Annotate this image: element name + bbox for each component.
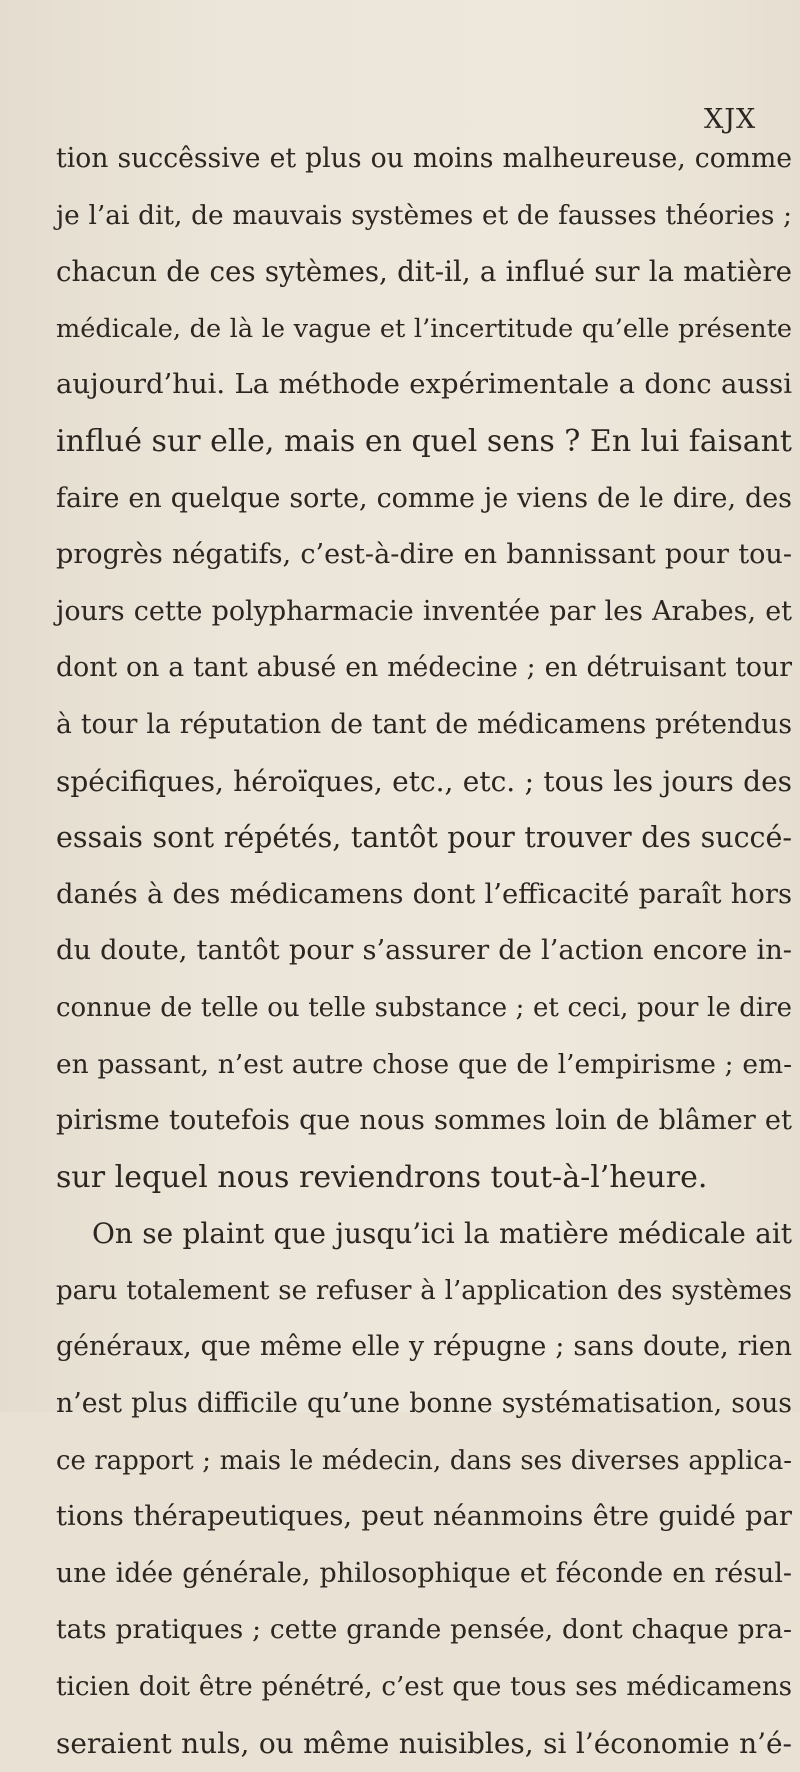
page-bottom-margin (0, 1312, 800, 1412)
text-line: ticien doit être pénétré, c’est que tous ses médicamens (56, 1672, 792, 1703)
text-line: pirisme toutefois que nous sommes loin de blâmer et (56, 1105, 792, 1137)
text-line: n’est plus difficile qu’une bonne systématisation, sous (56, 1388, 792, 1420)
paragraph-1 (56, 131, 792, 1206)
text-line: tats pratiques ; cette grande pensée, dont chaque pra- (56, 1614, 792, 1646)
text-line: danés à des médicamens dont l’efficacité paraît hors (56, 878, 792, 910)
text-line: connue de telle ou telle substance ; et ceci, pour le dire (56, 992, 792, 1023)
text-line: seraient nuls, ou même nuisibles, si l’économie n’é- (56, 1726, 792, 1760)
paragraph-2 (56, 1206, 792, 1772)
text-line: influé sur elle, mais en quel sens ? En lui faisant (56, 423, 792, 459)
body-text (56, 131, 792, 1772)
text-line: paru totalement se refuser à l’application des systèmes (56, 1275, 792, 1306)
text-line: ce rapport ; mais le médecin, dans ses diverses applica- (56, 1445, 792, 1476)
text-line: progrès négatifs, c’est-à-dire en bannissant pour tou- (56, 539, 792, 571)
text-line: une idée générale, philosophique et féconde en résul- (56, 1557, 792, 1589)
text-line: généraux, que même elle y répugne ; sans doute, rien (56, 1331, 792, 1363)
text-line: essais sont répétés, tantôt pour trouver des succé- (56, 821, 792, 855)
text-line: faire en quelque sorte, comme je viens de le dire, des (56, 482, 792, 514)
text-line: tion succêssive et plus ou moins malheureuse, comme (56, 143, 792, 174)
text-line: aujourd’hui. La méthode expérimentale a donc aussi (56, 369, 792, 401)
text-line: sur lequel nous reviendrons tout-à-l’heure. (56, 1159, 708, 1195)
text-line: je l’ai dit, de mauvais systèmes et de fausses théories ; (56, 200, 792, 231)
text-line: tions thérapeutiques, peut néanmoins être guidé par (56, 1501, 792, 1533)
text-line: dont on a tant abusé en médecine ; en détruisant tour (56, 652, 792, 684)
text-line: à tour la réputation de tant de médicamens prétendus (56, 708, 792, 740)
text-line: On se plaint que jusqu’ici la matière médicale ait (92, 1217, 792, 1251)
text-line: médicale, de là le vague et l’incertitude qu’elle présente (56, 313, 792, 344)
page-number: XJX (704, 104, 757, 135)
text-line: chacun de ces sytèmes, dit-il, a influé sur la matière (56, 255, 792, 289)
text-line: du doute, tantôt pour s’assurer de l’action encore in- (56, 935, 792, 967)
text-line: jours cette polypharmacie inventée par les Arabes, et (56, 595, 792, 627)
text-line: spécifiques, héroïques, etc., etc. ; tous les jours des (56, 764, 792, 798)
text-line: en passant, n’est autre chose que de l’empirisme ; em- (56, 1048, 792, 1080)
